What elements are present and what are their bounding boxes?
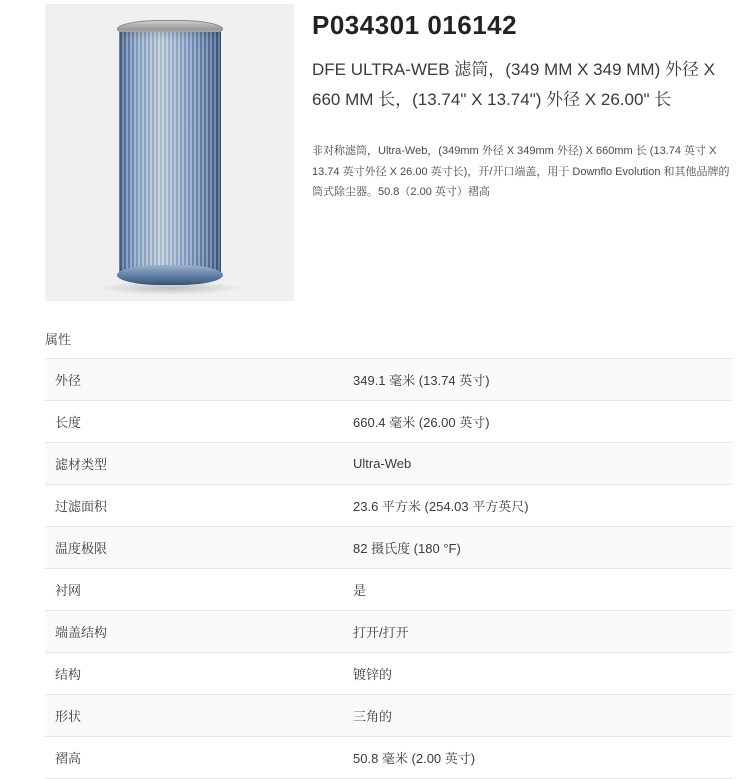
product-image[interactable] [45,4,294,301]
cartridge-shadow [95,281,245,295]
table-row [45,527,732,569]
attribute-value: 三角的 [343,695,732,737]
table-row [45,611,732,653]
table-row [45,401,732,443]
filter-cartridge-illustration [115,20,225,285]
cartridge-pleated-body [119,32,221,272]
attribute-key: 褶高 [55,751,82,766]
attribute-key: 衬网 [55,583,82,598]
attribute-key: 形状 [45,695,343,737]
table-row [45,695,732,737]
table-row [45,653,732,695]
attribute-value: 23.6 平方米 (254.03 平方英尺) [353,499,529,514]
attribute-value: Ultra-Web [343,443,732,485]
attribute-value: 50.8 毫米 (2.00 英寸) [353,751,476,766]
attribute-value: 镀锌的 [353,667,393,682]
attribute-key: 温度极限 [45,527,343,569]
attribute-value: 82 摄氏度 (180 °F) [343,527,732,569]
attribute-value: 打开/打开 [343,611,732,653]
attribute-value: 349.1 毫米 (13.74 英寸) [343,359,732,401]
attribute-key: 端盖结构 [45,611,343,653]
attribute-key: 滤材类型 [45,443,343,485]
attribute-key: 过滤面积 [55,499,108,514]
product-image-pane [0,0,294,301]
table-row [45,359,732,401]
attribute-value: 是 [353,583,367,598]
attribute-key: 外径 [45,359,343,401]
attributes-heading: 属性 [45,332,72,347]
table-row [45,443,732,485]
product-description: 非对称滤筒，Ultra-Web，(349mm 外径 X 349mm 外径) X 660mm 长 (13.74 英寸 X 13.74 英寸外径 X 26.00 英寸长)，开/开口端盖，用于 Downflo Evolution 和其他品牌的筒式除尘器。50.8（2.00 英寸）褶高 [312,144,730,199]
table-row [45,485,732,527]
product-info-pane [294,0,746,203]
attribute-value: 660.4 毫米 (26.00 英寸) [353,415,490,430]
table-row [45,569,732,611]
attributes-table [45,358,732,779]
product-title: DFE ULTRA-WEB 滤筒，(349 MM X 349 MM) 外径 X 660 MM 长，(13.74" X 13.74") 外径 X 26.00" 长 [312,60,716,109]
product-summary-section [0,0,746,301]
product-part-number: P034301 016142 [312,10,518,40]
attribute-key: 结构 [55,667,82,682]
attribute-key: 长度 [55,415,82,430]
